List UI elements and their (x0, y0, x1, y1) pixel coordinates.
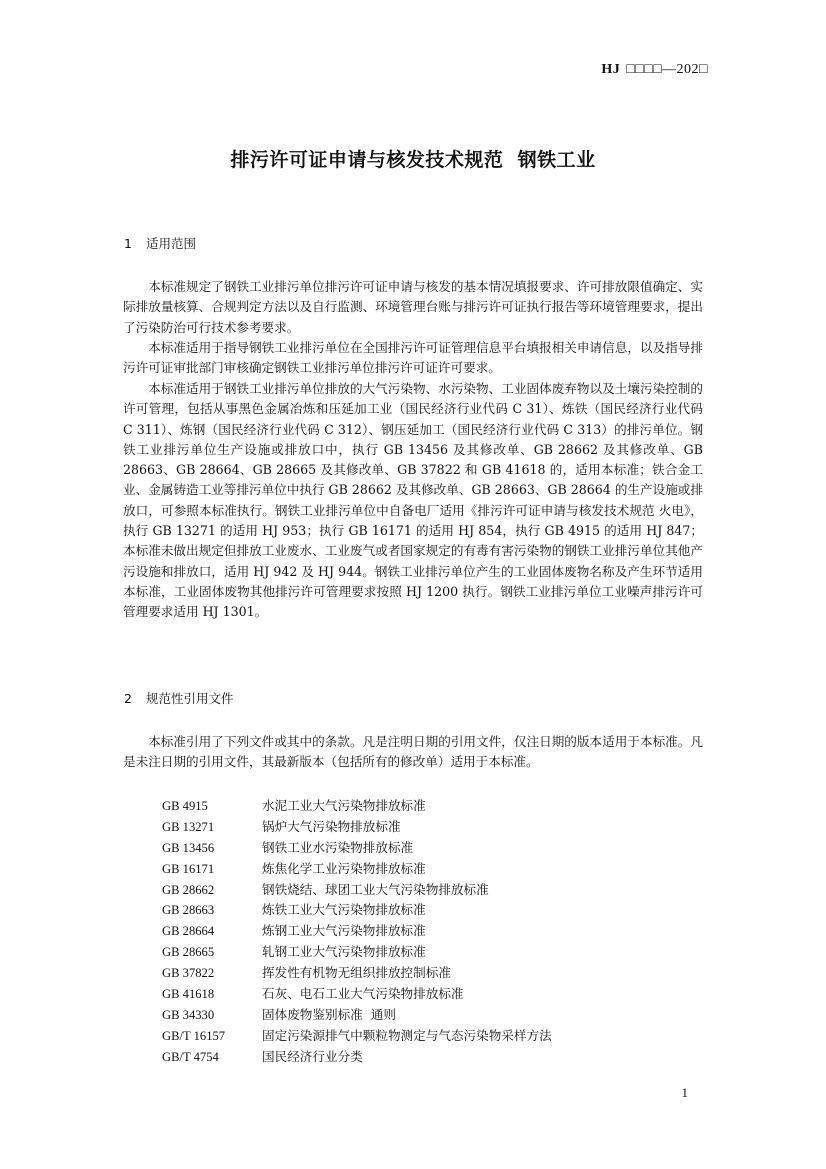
reference-title: 钢铁烧结、球团工业大气污染物排放标准 (262, 881, 489, 897)
reference-item (162, 920, 552, 941)
reference-item (162, 983, 552, 1004)
reference-item (162, 899, 552, 920)
reference-code: GB/T 16157 (162, 1028, 226, 1043)
reference-title: 炼焦化学工业污染物排放标准 (262, 860, 426, 876)
section-1-paragraph-1: 本标准规定了钢铁工业排污单位排污许可证申请与核发的基本情况填报要求、许可排放限值确定、实际排放量核算、合规判定方法以及自行监测、环境管理台账与排污许可证执行报告等环境管理要求，提出了污染防治可行技术参考要求。 (123, 279, 703, 335)
reference-title: 锅炉大气污染物排放标准 (262, 818, 401, 834)
reference-title: 轧钢工业大气污染物排放标准 (262, 944, 426, 960)
reference-code: GB/T 4754 (162, 1049, 219, 1064)
reference-title: 固定污染源排气中颗粒物测定与气态污染物采样方法 (262, 1027, 552, 1043)
document-code-header (601, 62, 708, 78)
reference-item (162, 941, 552, 962)
section-1-paragraph-3: 本标准适用于钢铁工业排污单位排放的大气污染物、水污染物、工业固体废弃物以及土壤污染控制的许可管理，包括从事黑色金属冶炼和压延加工业（国民经济行业代码 C 31）、炼铁（国民经济行业代码 C 311）、炼钢（国民经济行业代码 C 312）、钢压延加工（国民经济行业代码 C 313）的排污单位。钢铁工业排污单位生产设施或排放口中，执行 GB 13456 及其修改单、GB 28662 及其修改单、GB 28663、GB 28664、GB 28665 及其修改单、GB 37822 和 GB 41618 的，适用本标准；铁合金工业、金属铸造工业等排污单位中执行 GB 28662 及其修改单、GB 28663、GB 28664 的生产设施或排放口，可参照本标准执行。钢铁工业排污单位中自备电厂适用《排污许可证申请与核发技术规范 火电》，执行 GB 13271 的适用 HJ 953；执行 GB 16171 的适用 HJ 854，执行 GB 4915 的适用 HJ 847；本标准未做出规定但排放工业废水、工业废气或者国家规定的有毒有害污染物的钢铁工业排污单位其他产污设施和排放口，适用 HJ 942 及 HJ 944。钢铁工业排污单位产生的工业固体废物名称及产生环节适用本标准，工业固体废物其他排污许可管理要求按照 HJ 1200 执行。钢铁工业排污单位工业噪声排污许可管理要求适用 HJ 1301。 (123, 381, 703, 620)
reference-title: 炼钢工业大气污染物排放标准 (262, 923, 426, 939)
header-code: □□□□—202□ (626, 62, 708, 77)
reference-code: GB 28662 (162, 882, 215, 897)
reference-code: GB 28665 (162, 945, 215, 960)
reference-item (162, 1004, 552, 1025)
reference-code: GB 13271 (162, 819, 215, 834)
reference-code: GB 28663 (162, 903, 215, 918)
reference-title: 国民经济行业分类 (262, 1048, 363, 1064)
reference-item (162, 858, 552, 879)
reference-item (162, 816, 552, 837)
reference-item (162, 837, 552, 858)
section-1-paragraph-2: 本标准适用于指导钢铁工业排污单位在全国排污许可证管理信息平台填报相关申请信息，以及指导排污许可证审批部门审核确定钢铁工业排污单位排污许可证许可要求。 (123, 340, 703, 376)
reference-code: GB 4915 (162, 799, 208, 813)
reference-code: GB 41618 (162, 987, 215, 1002)
reference-item (162, 962, 552, 983)
reference-title: 石灰、电石工业大气污染物排放标准 (262, 986, 464, 1002)
reference-item (162, 879, 552, 900)
section-1-number: 1 (124, 236, 132, 251)
section-2-title: 规范性引用文件 (146, 691, 234, 706)
reference-item (162, 1046, 552, 1067)
page-number: 1 (681, 1085, 688, 1100)
reference-code: GB 37822 (162, 966, 215, 981)
reference-title: 挥发性有机物无组织排放控制标准 (262, 965, 451, 981)
reference-title: 水泥工业大气污染物排放标准 (262, 798, 426, 813)
reference-title: 固体废物鉴别标准 通则 (262, 1006, 396, 1022)
header-prefix: HJ (601, 62, 621, 77)
reference-code: GB 13456 (162, 840, 215, 855)
section-2-paragraph: 本标准引用了下列文件或其中的条款。凡是注明日期的引用文件，仅注日期的版本适用于本标准。凡是未注日期的引用文件，其最新版本（包括所有的修改单）适用于本标准。 (123, 734, 703, 770)
reference-code: GB 28664 (162, 924, 215, 939)
reference-code: GB 34330 (162, 1007, 215, 1022)
section-1-title: 适用范围 (146, 236, 197, 251)
reference-item (162, 795, 552, 816)
reference-title: 钢铁工业水污染物排放标准 (262, 839, 414, 855)
section-1-heading (124, 234, 196, 252)
document-title: 排污许可证申请与核发技术规范 钢铁工业 (230, 149, 596, 171)
reference-title: 炼铁工业大气污染物排放标准 (262, 902, 426, 918)
reference-list (162, 795, 552, 1067)
section-2-heading (124, 689, 234, 707)
reference-code: GB 16171 (162, 861, 215, 876)
section-2-number: 2 (124, 691, 132, 706)
reference-item (162, 1025, 552, 1046)
